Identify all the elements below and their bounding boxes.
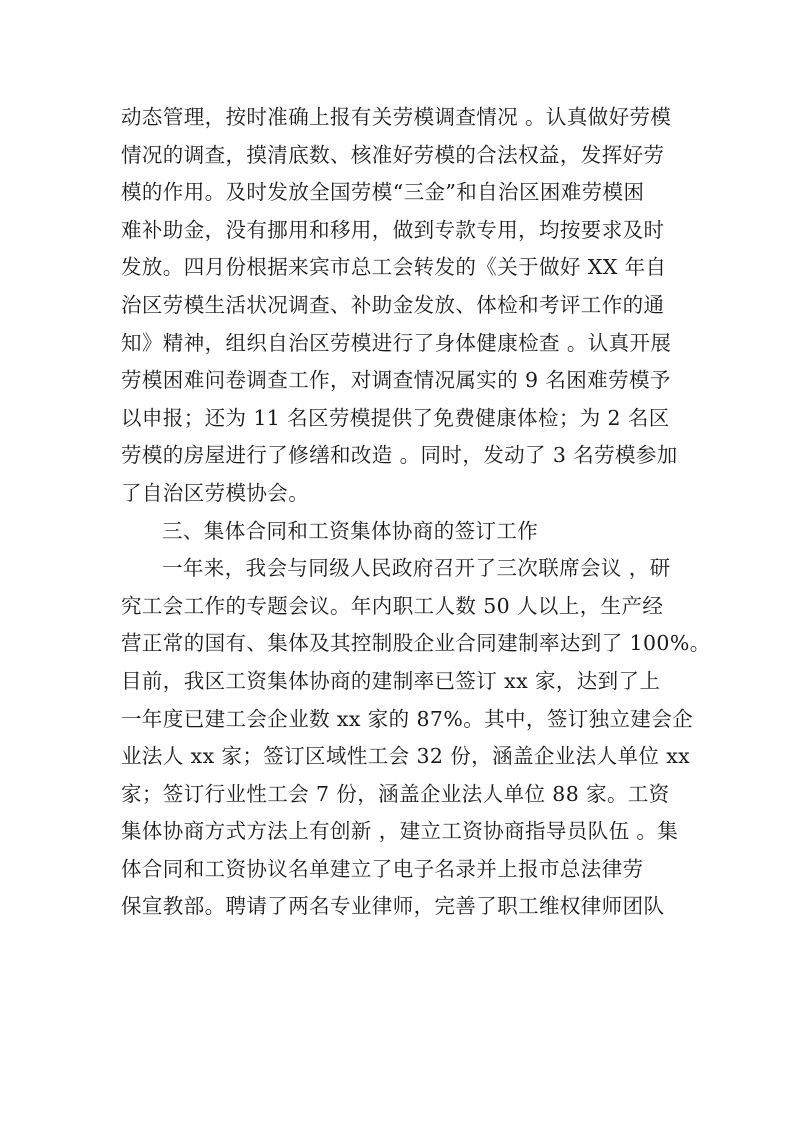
body-line: 保宣教部。聘请了两名专业律师，完善了职工维权律师团队 bbox=[121, 894, 665, 919]
document-body bbox=[121, 99, 711, 926]
body-line: 目前，我区工资集体协商的建制率已签订 xx 家，达到了上 bbox=[121, 668, 661, 693]
body-line: 集体协商方式方法上有创新 ，建立工资协商指导员队伍 。集 bbox=[121, 819, 679, 844]
body-line: 知》精神，组织自治区劳模进行了身体健康检查 。认真开展 bbox=[121, 330, 672, 355]
body-line: 劳模的房屋进行了修缮和改造 。同时，发动了 3 名劳模参加 bbox=[121, 443, 678, 468]
body-line: 家；签订行业性工会 7 份，涵盖企业法人单位 88 家。工资 bbox=[121, 781, 670, 806]
paragraph-first-line: 一年来，我会与同级人民政府召开了三次联席会议 ，研 bbox=[162, 556, 671, 581]
body-line: 动态管理，按时准确上报有关劳模调查情况 。认真做好劳模 bbox=[121, 105, 672, 129]
body-line: 营正常的国有、集体及其控制股企业合同建制率达到了 100%。 bbox=[121, 631, 711, 656]
body-line: 以申报；还为 11 名区劳模提供了免费健康体检；为 2 名区 bbox=[121, 405, 670, 430]
body-line: 模的作用。及时发放全国劳模“三金”和自治区困难劳模困 bbox=[121, 180, 645, 205]
body-line: 了自治区劳模协会。 bbox=[121, 480, 310, 505]
body-line: 业法人 xx 家；签订区域性工会 32 份，涵盖企业法人单位 xx bbox=[121, 744, 691, 769]
section-heading: 三、集体合同和工资集体协商的签订工作 bbox=[162, 518, 539, 543]
body-line: 体合同和工资协议名单建立了电子名录并上报市总法律劳 bbox=[121, 856, 644, 881]
body-line: 究工会工作的专题会议。年内职工人数 50 人以上，生产经 bbox=[121, 593, 664, 618]
body-line: 发放。四月份根据来宾市总工会转发的《关于做好 XX 年自 bbox=[121, 255, 667, 280]
body-line: 治区劳模生活状况调查、补助金发放、体检和考评工作的通 bbox=[121, 292, 665, 317]
body-line: 难补助金，没有挪用和移用，做到专款专用，均按要求及时 bbox=[121, 217, 665, 242]
body-line: 一年度已建工会企业数 xx 家的 87%。其中，签订独立建会企 bbox=[121, 706, 694, 731]
body-line: 情况的调查，摸清底数、核准好劳模的合法权益，发挥好劳 bbox=[121, 142, 665, 167]
body-line: 劳模困难问卷调查工作，对调查情况属实的 9 名困难劳模予 bbox=[121, 368, 671, 393]
